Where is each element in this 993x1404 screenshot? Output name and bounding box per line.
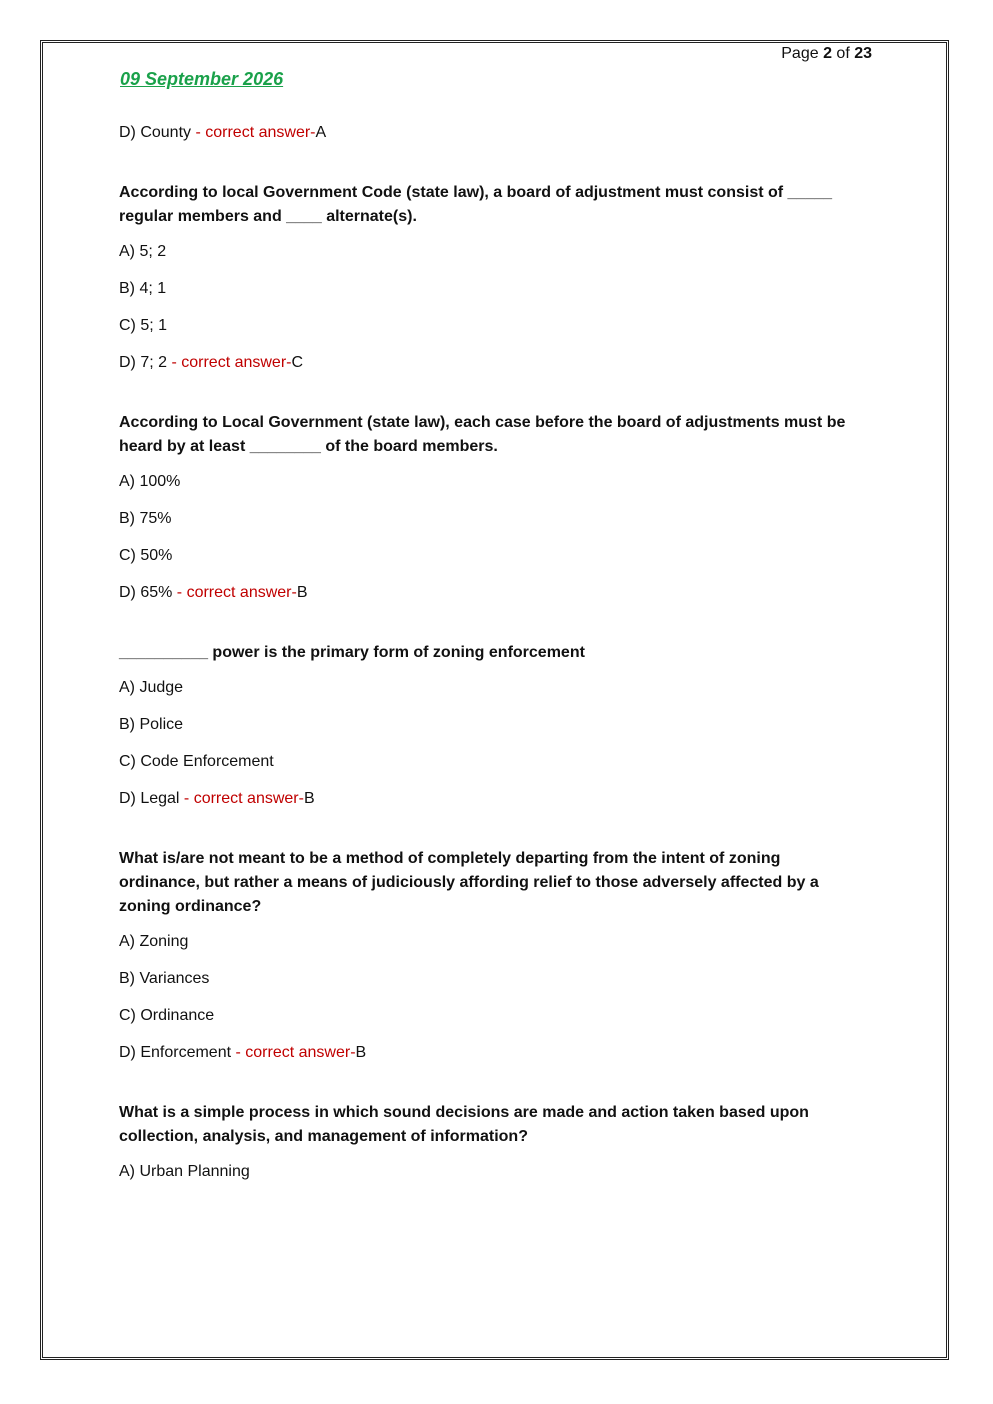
answer-option: D) Enforcement - correct answer-B [119,1044,367,1061]
correct-answer-letter: C [291,354,304,371]
answer-option: B) 75% [119,510,172,527]
correct-answer-letter: A [315,124,327,141]
answer-option: C) Ordinance [119,1007,215,1024]
question-text: What is/are not meant to be a method of completely departing from the intent of zoning ordinance, but rather a means of judiciously affording relief to those adversely affected by a zoning ordinance? [119,850,819,915]
document-date: 09 September 2026 [120,69,284,89]
answer-option: A) Zoning [119,933,189,950]
quiz-content [119,123,859,1199]
answer-option: A) 5; 2 [119,243,167,260]
correct-answer-label: - correct answer- [167,354,292,371]
correct-answer-letter: B [296,584,308,601]
page-number: Page 2 of 23 [781,45,872,62]
answer-option: A) 100% [119,473,181,490]
question-text: What is a simple process in which sound decisions are made and action taken based upon collection, analysis, and management of information? [119,1104,809,1145]
answer-option: B) Police [119,716,184,733]
answer-option: B) 4; 1 [119,280,167,297]
correct-answer-label: - correct answer- [231,1044,356,1061]
correct-answer-label: - correct answer- [172,584,297,601]
correct-answer-label: - correct answer- [179,790,304,807]
question-text: According to Local Government (state law), each case before the board of adjustments must be heard by at least ________ of the board members. [119,414,846,455]
answer-option: D) 7; 2 - correct answer-C [119,354,304,371]
answer-option: C) Code Enforcement [119,753,274,770]
answer-option: C) 5; 1 [119,317,168,334]
question-text: __________ power is the primary form of zoning enforcement [119,644,585,661]
question-text: According to local Government Code (state law), a board of adjustment must consist of _____ regular members and ____ alternate(s). [119,184,833,225]
answer-option: C) 50% [119,547,173,564]
answer-option: B) Variances [119,970,210,987]
answer-option: A) Judge [119,679,184,696]
correct-answer-letter: B [303,790,315,807]
correct-answer-label: - correct answer- [191,124,316,141]
correct-answer-letter: B [355,1044,367,1061]
answer-option: D) Legal - correct answer-B [119,790,315,807]
answer-option: D) 65% - correct answer-B [119,584,308,601]
answer-option: A) Urban Planning [119,1163,250,1180]
answer-option: D) County - correct answer-A [119,124,327,141]
